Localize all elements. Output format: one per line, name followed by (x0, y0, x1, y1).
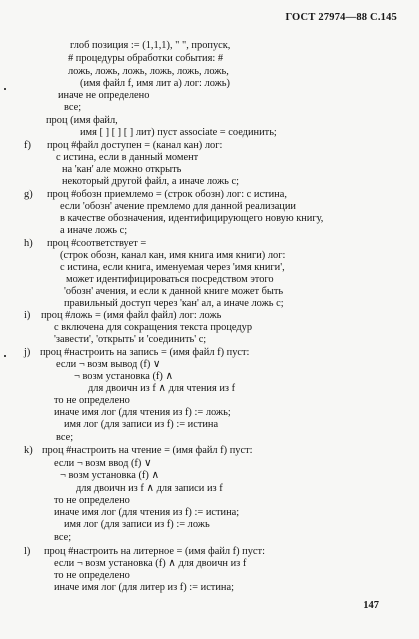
text-line: все; (64, 102, 82, 113)
text-line: все; (54, 532, 72, 543)
text-line: для двоичн из f ∧ для записи из f (76, 483, 223, 494)
item-label-l: l) (24, 546, 31, 557)
text-line: на 'кан' але можно открыть (62, 164, 182, 175)
text-line: проц #соответствует = (47, 238, 147, 249)
text-line: то не определено (54, 395, 130, 406)
scan-mark (4, 355, 6, 357)
text-line: если ¬ возм вывод (f) ∨ (56, 359, 161, 370)
text-line: ¬ возм установка (f) ∧ (74, 371, 174, 382)
item-label-j: j) (24, 347, 31, 358)
text-line: с включена для сокращения текста процедур (54, 322, 253, 333)
item-label-h: h) (24, 238, 33, 249)
text-line: # процедуры обработки события: # (68, 53, 224, 64)
text-line: с истина, если в данный момент (56, 152, 199, 163)
text-line: некоторый другой файл, а иначе ложь с; (62, 176, 239, 187)
text-line: проц #файл доступен = (канал кан) лог: (47, 140, 223, 151)
text-line: проц #настроить на литерное = (имя файл f) пуст: (44, 546, 265, 557)
item-label-i: i) (24, 310, 31, 321)
text-line: может идентифицироваться посредством этого (66, 274, 274, 285)
text-line: иначе имя лог (для чтения из f) := истина; (54, 507, 240, 518)
text-line: имя лог (для записи из f) := ложь (64, 519, 210, 530)
page-header: ГОСТ 27974—88 С.145 (285, 12, 397, 23)
text-line: проц #настроить на запись = (имя файл f) пуст: (40, 347, 250, 358)
text-line: глоб позиция := (1,1,1), " ", пропуск, (70, 40, 231, 51)
text-line: имя [ ] [ ] [ ] лит) пуст associate = соединить; (80, 127, 277, 138)
text-line: 'завести', 'открыть' и 'соединить' с; (54, 334, 207, 345)
text-line: иначе имя лог (для литер из f) := истина; (54, 582, 234, 593)
item-label-g: g) (24, 189, 33, 200)
text-line: ¬ возм установка (f) ∧ (60, 470, 160, 481)
text-line: в качестве обозначения, идентифицирующего новую книгу, (60, 213, 324, 224)
text-line: ложь, ложь, ложь, ложь, ложь, ложь, (68, 66, 229, 77)
text-line: иначе имя лог (для чтения из f) := ложь; (54, 407, 231, 418)
text-line: проц #обозн приемлемо = (строк обозн) лог: с истина, (47, 189, 287, 200)
text-line: 'обозн' ачения, и если к данной книге может быть (64, 286, 284, 297)
text-line: если ¬ возм установка (f) ∧ для двоичн из f (54, 558, 247, 569)
text-line: с истина, если книга, именуемая через 'имя книги', (60, 262, 285, 273)
text-line: проц (имя файл, (46, 115, 118, 126)
text-line: если ¬ возм ввод (f) ∨ (54, 458, 152, 469)
text-line: проц #ложь = (имя файл файл) лог: ложь (41, 310, 222, 321)
scan-mark (4, 88, 6, 90)
text-line: (имя файл f, имя лит а) лог: ложь) (80, 78, 231, 89)
text-line: иначе не определено (58, 90, 150, 101)
text-line: (строк обозн, канал кан, имя книга имя книги) лог: (60, 250, 286, 261)
text-line: то не определено (54, 570, 130, 581)
text-line: то не определено (54, 495, 130, 506)
text-line: если 'обозн' ачение премлемо для данной реализации (60, 201, 296, 212)
page-number: 147 (363, 600, 379, 611)
text-line: проц #настроить на чтение = (имя файл f) пуст: (42, 445, 253, 456)
text-line: все; (56, 432, 74, 443)
item-label-k: k) (24, 445, 33, 456)
text-line: правильный доступ через 'кан' ал, а иначе ложь с; (64, 298, 284, 309)
text-line: для двоичн из f ∧ для чтения из f (88, 383, 236, 394)
text-line: а иначе ложь с; (60, 225, 128, 236)
item-label-f: f) (24, 140, 31, 151)
text-line: имя лог (для записи из f) := истина (64, 419, 219, 430)
